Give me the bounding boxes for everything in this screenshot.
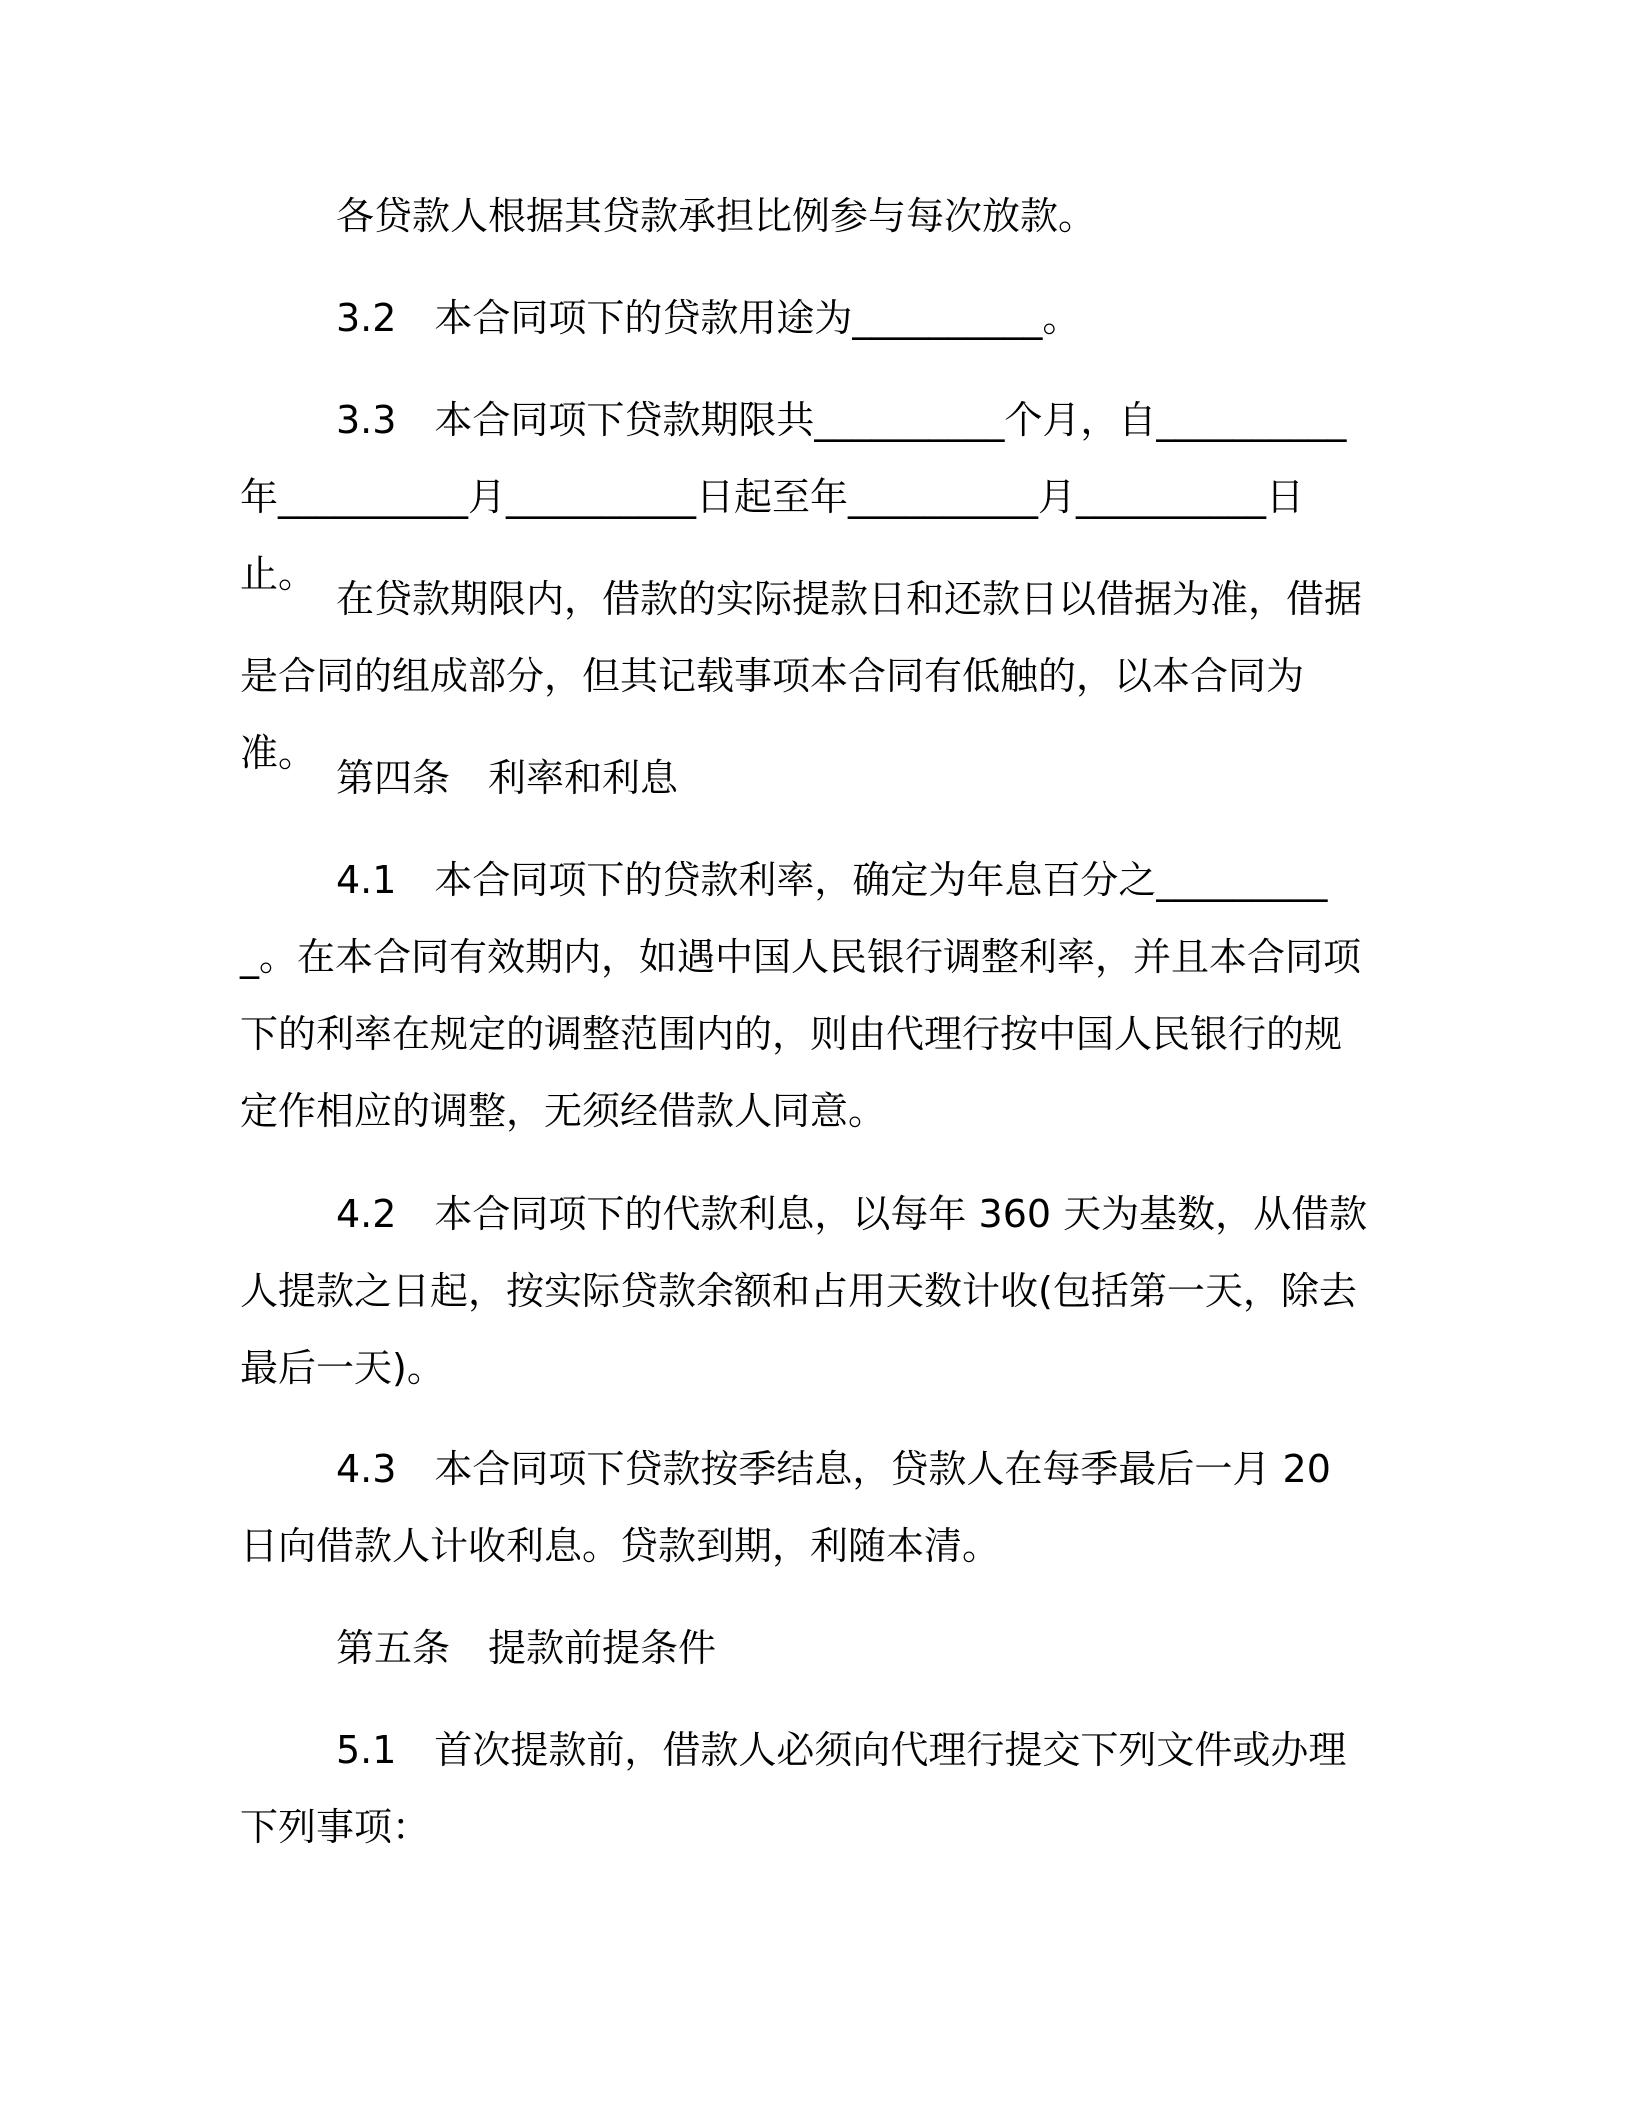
paragraph-drawdown-repayment-dates: 在贷款期限内，借款的实际提款日和还款日以借据为准，借据是合同的组成部分，但其记载事项本合同有低触的，以本合同为准。 xyxy=(240,577,1363,775)
paragraph-lender-share: 各贷款人根据其贷款承担比例参与每次放款。 xyxy=(336,194,1097,238)
paragraph-3-2-loan-purpose: 3.2 本合同项下的贷款用途为__________。 xyxy=(336,296,1081,340)
paragraph-4-1-interest-rate: 4.1 本合同项下的贷款利率，确定为年息百分之__________。在本合同有效期内，如遇中国人民银行调整利率，并且本合同项下的利率在规定的调整范围内的，则由代理行按中国人民银行的规定作相应的调整，无须经借款人同意。 xyxy=(240,858,1362,1133)
paragraph-3-3-loan-term: 3.3 本合同项下贷款期限共__________个月，自__________年__________月__________日起至年__________月__________日止。 xyxy=(240,398,1347,596)
paragraph-4-2-interest-calculation: 4.2 本合同项下的代款利息，以每年 360 天为基数，从借款人提款之日起，按实际贷款余额和占用天数计收(包括第一天，除去最后一天)。 xyxy=(240,1192,1368,1390)
paragraph-4-3-quarterly-settlement: 4.3 本合同项下贷款按季结息，贷款人在每季最后一月 20 日向借款人计收利息。贷款到期，利随本清。 xyxy=(240,1447,1331,1568)
heading-article-5-conditions: 第五条 提款前提条件 xyxy=(336,1626,717,1670)
heading-article-4-interest: 第四条 利率和利息 xyxy=(336,756,679,800)
paragraph-5-1-first-drawdown: 5.1 首次提款前，借款人必须向代理行提交下列文件或办理下列事项： xyxy=(240,1728,1347,1849)
